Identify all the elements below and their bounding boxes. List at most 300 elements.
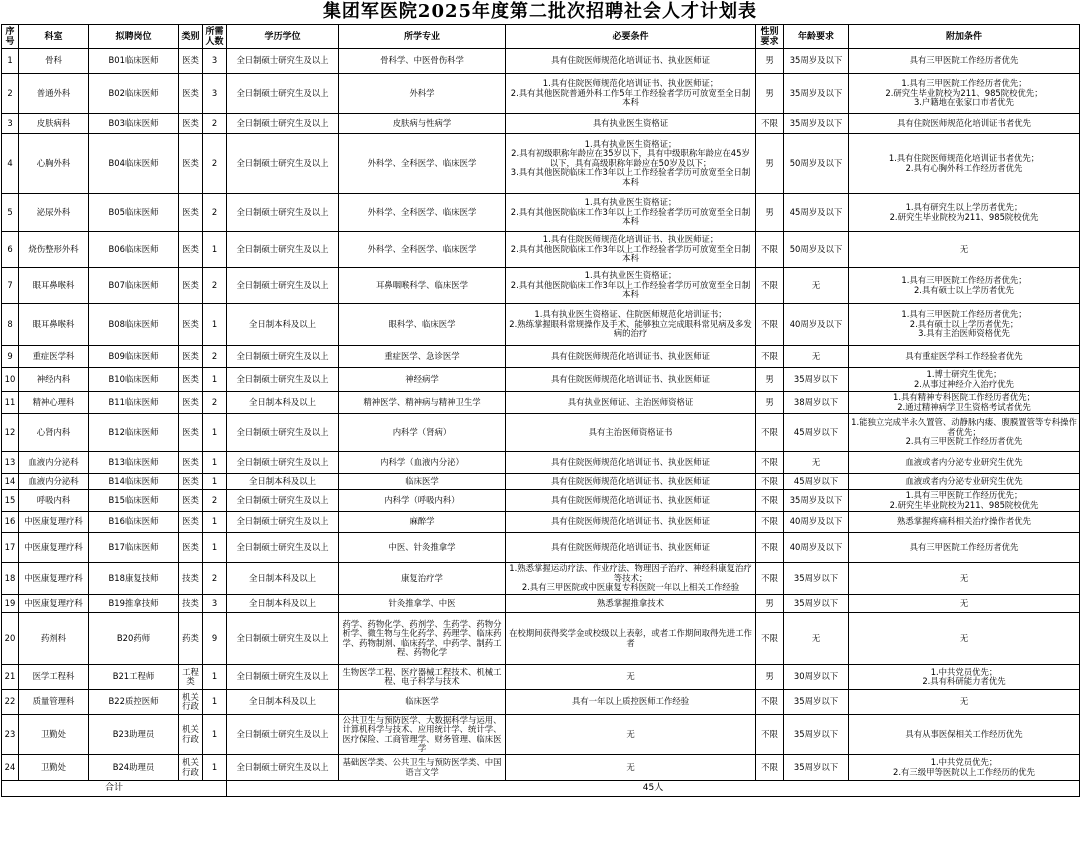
row-number: 22 bbox=[2, 690, 19, 715]
table-row bbox=[2, 114, 1080, 134]
gender: 不限 bbox=[756, 715, 784, 755]
gender: 不限 bbox=[756, 414, 784, 452]
gender: 不限 bbox=[756, 304, 784, 346]
additional-conditions: 无 bbox=[849, 613, 1080, 665]
row-number: 1 bbox=[2, 49, 19, 74]
requirements: 在校期间获得奖学金或校级以上表彰，或者工作期间取得先进工作者 bbox=[506, 613, 756, 665]
headcount: 1 bbox=[203, 474, 227, 490]
requirements: 具有执业医生资格证 bbox=[506, 114, 756, 134]
major: 生物医学工程、医疗器械工程技术、机械工程、电子科学与技术 bbox=[339, 665, 506, 690]
headcount: 2 bbox=[203, 490, 227, 512]
position: B03临床医师 bbox=[89, 114, 179, 134]
gender: 男 bbox=[756, 194, 784, 232]
headcount: 1 bbox=[203, 755, 227, 781]
department: 卫勤处 bbox=[19, 715, 89, 755]
gender: 不限 bbox=[756, 533, 784, 563]
row-number: 11 bbox=[2, 392, 19, 414]
headcount: 2 bbox=[203, 114, 227, 134]
major: 精神医学、精神病与精神卫生学 bbox=[339, 392, 506, 414]
row-number: 12 bbox=[2, 414, 19, 452]
major: 外科学 bbox=[339, 74, 506, 114]
additional-conditions: 血液或者内分泌专业研究生优先 bbox=[849, 474, 1080, 490]
category: 机关行政 bbox=[179, 690, 203, 715]
position: B08临床医师 bbox=[89, 304, 179, 346]
education: 全日制硕士研究生及以上 bbox=[227, 490, 339, 512]
age: 35周岁及以下 bbox=[784, 49, 849, 74]
headcount: 2 bbox=[203, 134, 227, 194]
category: 医类 bbox=[179, 452, 203, 474]
row-number: 20 bbox=[2, 613, 19, 665]
position: B19推拿技师 bbox=[89, 595, 179, 613]
position: B11临床医师 bbox=[89, 392, 179, 414]
category: 医类 bbox=[179, 304, 203, 346]
department: 骨科 bbox=[19, 49, 89, 74]
row-number: 3 bbox=[2, 114, 19, 134]
gender: 不限 bbox=[756, 755, 784, 781]
requirements: 1.熟悉掌握运动疗法、作业疗法、物理因子治疗、神经科康复治疗等技术； 2.具有三甲医院或中医康复专科医院一年以上相关工作经验 bbox=[506, 563, 756, 595]
age: 38周岁以下 bbox=[784, 392, 849, 414]
gender: 男 bbox=[756, 665, 784, 690]
additional-conditions: 具有三甲医院工作经历者优先 bbox=[849, 533, 1080, 563]
additional-conditions: 血液或者内分泌专业研究生优先 bbox=[849, 452, 1080, 474]
gender: 不限 bbox=[756, 452, 784, 474]
gender: 男 bbox=[756, 368, 784, 392]
headcount: 1 bbox=[203, 304, 227, 346]
additional-conditions: 1.具有三甲医院工作经历优先； 2.研究生毕业院校为211、985院校优先 bbox=[849, 490, 1080, 512]
table-row bbox=[2, 346, 1080, 368]
major: 外科学、全科医学、临床医学 bbox=[339, 194, 506, 232]
department: 卫勤处 bbox=[19, 755, 89, 781]
requirements: 具有住院医师规范化培训证书、执业医师证 bbox=[506, 490, 756, 512]
major: 内科学（血液内分泌） bbox=[339, 452, 506, 474]
position: B13临床医师 bbox=[89, 452, 179, 474]
position: B02临床医师 bbox=[89, 74, 179, 114]
headcount: 1 bbox=[203, 715, 227, 755]
position: B18康复技师 bbox=[89, 563, 179, 595]
major: 外科学、全科医学、临床医学 bbox=[339, 134, 506, 194]
row-number: 24 bbox=[2, 755, 19, 781]
row-number: 21 bbox=[2, 665, 19, 690]
education: 全日制硕士研究生及以上 bbox=[227, 346, 339, 368]
major: 中医、针灸推拿学 bbox=[339, 533, 506, 563]
position: B01临床医师 bbox=[89, 49, 179, 74]
table-row bbox=[2, 563, 1080, 595]
row-number: 23 bbox=[2, 715, 19, 755]
department: 重症医学科 bbox=[19, 346, 89, 368]
requirements: 无 bbox=[506, 665, 756, 690]
gender: 男 bbox=[756, 134, 784, 194]
header-cell: 拟聘岗位 bbox=[89, 25, 179, 49]
age: 35周岁以下 bbox=[784, 595, 849, 613]
requirements: 具有住院医师规范化培训证书、执业医师证 bbox=[506, 474, 756, 490]
major: 临床医学 bbox=[339, 690, 506, 715]
headcount: 2 bbox=[203, 563, 227, 595]
headcount: 3 bbox=[203, 595, 227, 613]
recruitment-table bbox=[1, 24, 1080, 797]
row-number: 4 bbox=[2, 134, 19, 194]
age: 45周岁以下 bbox=[784, 474, 849, 490]
major: 皮肤病与性病学 bbox=[339, 114, 506, 134]
additional-conditions: 1.具有三甲医院工作经历者优先； 2.具有硕士以上学历者优先 bbox=[849, 268, 1080, 304]
department: 中医康复理疗科 bbox=[19, 512, 89, 533]
category: 医类 bbox=[179, 512, 203, 533]
major: 临床医学 bbox=[339, 474, 506, 490]
education: 全日制硕士研究生及以上 bbox=[227, 194, 339, 232]
education: 全日制本科及以上 bbox=[227, 563, 339, 595]
requirements: 具有住院医师规范化培训证书、执业医师证 bbox=[506, 346, 756, 368]
row-number: 2 bbox=[2, 74, 19, 114]
headcount: 2 bbox=[203, 194, 227, 232]
education: 全日制硕士研究生及以上 bbox=[227, 755, 339, 781]
table-row bbox=[2, 304, 1080, 346]
education: 全日制硕士研究生及以上 bbox=[227, 49, 339, 74]
education: 全日制硕士研究生及以上 bbox=[227, 232, 339, 268]
education: 全日制硕士研究生及以上 bbox=[227, 134, 339, 194]
position: B12临床医师 bbox=[89, 414, 179, 452]
table-row bbox=[2, 194, 1080, 232]
headcount: 1 bbox=[203, 368, 227, 392]
row-number: 5 bbox=[2, 194, 19, 232]
age: 50周岁及以下 bbox=[784, 134, 849, 194]
major: 内科学（呼吸内科） bbox=[339, 490, 506, 512]
education: 全日制硕士研究生及以上 bbox=[227, 114, 339, 134]
row-number: 9 bbox=[2, 346, 19, 368]
total-label: 合计 bbox=[2, 781, 227, 797]
category: 医类 bbox=[179, 346, 203, 368]
additional-conditions: 具有从事医保相关工作经历优先 bbox=[849, 715, 1080, 755]
gender: 男 bbox=[756, 392, 784, 414]
position: B15临床医师 bbox=[89, 490, 179, 512]
education: 全日制本科及以上 bbox=[227, 304, 339, 346]
age: 35周岁以下 bbox=[784, 368, 849, 392]
gender: 不限 bbox=[756, 512, 784, 533]
headcount: 1 bbox=[203, 665, 227, 690]
additional-conditions: 1.中共党员优先； 2.有三级甲等医院以上工作经历的优先 bbox=[849, 755, 1080, 781]
department: 中医康复理疗科 bbox=[19, 563, 89, 595]
age: 50周岁及以下 bbox=[784, 232, 849, 268]
requirements: 具有住院医师规范化培训证书、执业医师证 bbox=[506, 368, 756, 392]
requirements: 1.具有执业医生资格证； 2.具有初级职称年龄应在35岁以下，具有中级职称年龄应在45岁以下，具有高级职称年龄应在50岁及以下； 3.具有其他医院临床工作3年以上工作经验者学历可放宽至全日制本科 bbox=[506, 134, 756, 194]
total-value: 45人 bbox=[227, 781, 1080, 797]
department: 药剂科 bbox=[19, 613, 89, 665]
header-cell: 性别要求 bbox=[756, 25, 784, 49]
major: 眼科学、临床医学 bbox=[339, 304, 506, 346]
education: 全日制硕士研究生及以上 bbox=[227, 414, 339, 452]
additional-conditions: 具有住院医师规范化培训证书者优先 bbox=[849, 114, 1080, 134]
category: 医类 bbox=[179, 490, 203, 512]
department: 医学工程科 bbox=[19, 665, 89, 690]
department: 中医康复理疗科 bbox=[19, 533, 89, 563]
additional-conditions: 具有重症医学科工作经验者优先 bbox=[849, 346, 1080, 368]
gender: 不限 bbox=[756, 563, 784, 595]
department: 泌尿外科 bbox=[19, 194, 89, 232]
education: 全日制硕士研究生及以上 bbox=[227, 268, 339, 304]
department: 呼吸内科 bbox=[19, 490, 89, 512]
headcount: 2 bbox=[203, 268, 227, 304]
position: B24助理员 bbox=[89, 755, 179, 781]
row-number: 8 bbox=[2, 304, 19, 346]
table-row bbox=[2, 690, 1080, 715]
header-cell: 学历学位 bbox=[227, 25, 339, 49]
additional-conditions: 熟悉掌握疼痛科相关治疗操作者优先 bbox=[849, 512, 1080, 533]
headcount: 1 bbox=[203, 533, 227, 563]
table-row bbox=[2, 134, 1080, 194]
age: 35周岁以下 bbox=[784, 690, 849, 715]
department: 眼耳鼻喉科 bbox=[19, 304, 89, 346]
header-cell: 类别 bbox=[179, 25, 203, 49]
gender: 不限 bbox=[756, 268, 784, 304]
headcount: 1 bbox=[203, 414, 227, 452]
gender: 不限 bbox=[756, 114, 784, 134]
table-row bbox=[2, 490, 1080, 512]
department: 精神心理科 bbox=[19, 392, 89, 414]
education: 全日制本科及以上 bbox=[227, 392, 339, 414]
category: 医类 bbox=[179, 114, 203, 134]
table-row bbox=[2, 268, 1080, 304]
row-number: 18 bbox=[2, 563, 19, 595]
requirements: 具有一年以上质控医师工作经验 bbox=[506, 690, 756, 715]
requirements: 具有住院医师规范化培训证书、执业医师证 bbox=[506, 49, 756, 74]
major: 麻醉学 bbox=[339, 512, 506, 533]
department: 眼耳鼻喉科 bbox=[19, 268, 89, 304]
headcount: 2 bbox=[203, 392, 227, 414]
additional-conditions: 无 bbox=[849, 563, 1080, 595]
department: 心肾内科 bbox=[19, 414, 89, 452]
additional-conditions: 1.具有住院医师规范化培训证书者优先； 2.具有心胸外科工作经历者优先 bbox=[849, 134, 1080, 194]
department: 中医康复理疗科 bbox=[19, 595, 89, 613]
category: 机关行政 bbox=[179, 755, 203, 781]
age: 无 bbox=[784, 346, 849, 368]
category: 技类 bbox=[179, 563, 203, 595]
category: 医类 bbox=[179, 232, 203, 268]
education: 全日制硕士研究生及以上 bbox=[227, 368, 339, 392]
row-number: 14 bbox=[2, 474, 19, 490]
major: 骨科学、中医骨伤科学 bbox=[339, 49, 506, 74]
major: 基础医学类、公共卫生与预防医学类、中国语言文学 bbox=[339, 755, 506, 781]
gender: 不限 bbox=[756, 232, 784, 268]
requirements: 熟悉掌握推拿技术 bbox=[506, 595, 756, 613]
age: 45周岁以下 bbox=[784, 414, 849, 452]
major: 针灸推拿学、中医 bbox=[339, 595, 506, 613]
age: 35周岁及以下 bbox=[784, 114, 849, 134]
headcount: 1 bbox=[203, 452, 227, 474]
total-row bbox=[2, 781, 1080, 797]
category: 医类 bbox=[179, 49, 203, 74]
position: B17临床医师 bbox=[89, 533, 179, 563]
gender: 不限 bbox=[756, 346, 784, 368]
category: 医类 bbox=[179, 533, 203, 563]
major: 耳鼻咽喉科学、临床医学 bbox=[339, 268, 506, 304]
position: B20药师 bbox=[89, 613, 179, 665]
header-cell: 所需人数 bbox=[203, 25, 227, 49]
page-title: 集团军医院2025年度第二批次招聘社会人才计划表 bbox=[322, 1, 758, 22]
additional-conditions: 1.能独立完成半永久置管、动静脉内瘘、腹膜置管等专科操作者优先； 2.具有三甲医院工作经历者优先 bbox=[849, 414, 1080, 452]
header-cell: 年龄要求 bbox=[784, 25, 849, 49]
age: 35周岁及以下 bbox=[784, 74, 849, 114]
headcount: 3 bbox=[203, 74, 227, 114]
category: 医类 bbox=[179, 74, 203, 114]
education: 全日制硕士研究生及以上 bbox=[227, 512, 339, 533]
gender: 男 bbox=[756, 49, 784, 74]
age: 40周岁及以下 bbox=[784, 304, 849, 346]
additional-conditions: 1.具有精神专科医院工作经历者优先； 2.通过精神病学卫生资格考试者优先 bbox=[849, 392, 1080, 414]
position: B06临床医师 bbox=[89, 232, 179, 268]
requirements: 具有执业医师证、主治医师资格证 bbox=[506, 392, 756, 414]
table-row bbox=[2, 74, 1080, 114]
category: 医类 bbox=[179, 194, 203, 232]
education: 全日制本科及以上 bbox=[227, 690, 339, 715]
department: 质量管理科 bbox=[19, 690, 89, 715]
table-row bbox=[2, 368, 1080, 392]
header-cell: 所学专业 bbox=[339, 25, 506, 49]
table-row bbox=[2, 613, 1080, 665]
department: 心胸外科 bbox=[19, 134, 89, 194]
major: 康复治疗学 bbox=[339, 563, 506, 595]
requirements: 1.具有执业医生资格证； 2.具有其他医院临床工作3年以上工作经验者学历可放宽至全日制本科 bbox=[506, 268, 756, 304]
department: 血液内分泌科 bbox=[19, 474, 89, 490]
headcount: 1 bbox=[203, 512, 227, 533]
table-row bbox=[2, 474, 1080, 490]
category: 医类 bbox=[179, 392, 203, 414]
requirements: 具有住院医师规范化培训证书、执业医师证 bbox=[506, 512, 756, 533]
row-number: 6 bbox=[2, 232, 19, 268]
education: 全日制硕士研究生及以上 bbox=[227, 74, 339, 114]
position: B04临床医师 bbox=[89, 134, 179, 194]
education: 全日制本科及以上 bbox=[227, 474, 339, 490]
department: 神经内科 bbox=[19, 368, 89, 392]
position: B16临床医师 bbox=[89, 512, 179, 533]
gender: 不限 bbox=[756, 690, 784, 715]
row-number: 13 bbox=[2, 452, 19, 474]
department: 皮肤病科 bbox=[19, 114, 89, 134]
category: 医类 bbox=[179, 368, 203, 392]
additional-conditions: 1.中共党员优先； 2.具有科研能力者优先 bbox=[849, 665, 1080, 690]
additional-conditions: 1.具有三甲医院工作经历者优先； 2.研究生毕业院校为211、985院校优先； 3.户籍地在张家口市者优先 bbox=[849, 74, 1080, 114]
category: 工程类 bbox=[179, 665, 203, 690]
gender: 不限 bbox=[756, 474, 784, 490]
category: 机关行政 bbox=[179, 715, 203, 755]
table-row bbox=[2, 533, 1080, 563]
education: 全日制硕士研究生及以上 bbox=[227, 613, 339, 665]
additional-conditions: 1.具有研究生以上学历者优先； 2.研究生毕业院校为211、985院校优先 bbox=[849, 194, 1080, 232]
department: 血液内分泌科 bbox=[19, 452, 89, 474]
requirements: 无 bbox=[506, 715, 756, 755]
requirements: 具有主治医师资格证书 bbox=[506, 414, 756, 452]
requirements: 无 bbox=[506, 755, 756, 781]
position: B09临床医师 bbox=[89, 346, 179, 368]
education: 全日制本科及以上 bbox=[227, 595, 339, 613]
row-number: 19 bbox=[2, 595, 19, 613]
headcount: 9 bbox=[203, 613, 227, 665]
category: 医类 bbox=[179, 134, 203, 194]
category: 药类 bbox=[179, 613, 203, 665]
education: 全日制硕士研究生及以上 bbox=[227, 715, 339, 755]
age: 40周岁及以下 bbox=[784, 533, 849, 563]
headcount: 1 bbox=[203, 690, 227, 715]
major: 公共卫生与预防医学、大数据科学与运用、计算机科学与技术、应用统计学、统计学、医疗保险、工商管理学、财务管理、临床医学 bbox=[339, 715, 506, 755]
age: 45周岁及以下 bbox=[784, 194, 849, 232]
table-row bbox=[2, 595, 1080, 613]
major: 外科学、全科医学、临床医学 bbox=[339, 232, 506, 268]
requirements: 1.具有住院医师规范化培训证书、执业医师证； 2.具有其他医院普通外科工作5年工作经验者学历可放宽至全日制本科 bbox=[506, 74, 756, 114]
table-row bbox=[2, 755, 1080, 781]
additional-conditions: 无 bbox=[849, 595, 1080, 613]
requirements: 1.具有执业医生资格证； 2.具有其他医院临床工作3年以上工作经验者学历可放宽至全日制本科 bbox=[506, 194, 756, 232]
age: 35周岁以下 bbox=[784, 755, 849, 781]
age: 无 bbox=[784, 268, 849, 304]
gender: 男 bbox=[756, 74, 784, 114]
major: 神经病学 bbox=[339, 368, 506, 392]
age: 40周岁及以下 bbox=[784, 512, 849, 533]
additional-conditions: 无 bbox=[849, 232, 1080, 268]
requirements: 1.具有执业医生资格证、住院医师规范化培训证书； 2.熟练掌握眼科常规操作及手术、能够独立完成眼科常见病及多发病的治疗 bbox=[506, 304, 756, 346]
gender: 男 bbox=[756, 595, 784, 613]
headcount: 1 bbox=[203, 232, 227, 268]
position: B05临床医师 bbox=[89, 194, 179, 232]
education: 全日制硕士研究生及以上 bbox=[227, 665, 339, 690]
age: 无 bbox=[784, 452, 849, 474]
header-row bbox=[2, 25, 1080, 49]
category: 医类 bbox=[179, 414, 203, 452]
major: 内科学（肾病） bbox=[339, 414, 506, 452]
education: 全日制硕士研究生及以上 bbox=[227, 533, 339, 563]
requirements: 具有住院医师规范化培训证书、执业医师证 bbox=[506, 452, 756, 474]
category: 技类 bbox=[179, 595, 203, 613]
header-cell: 必要条件 bbox=[506, 25, 756, 49]
department: 烧伤整形外科 bbox=[19, 232, 89, 268]
requirements: 1.具有住院医师规范化培训证书、执业医师证； 2.具有其他医院临床工作3年以上工作经验者学历可放宽至全日制本科 bbox=[506, 232, 756, 268]
row-number: 10 bbox=[2, 368, 19, 392]
age: 35周岁以下 bbox=[784, 563, 849, 595]
major: 药学、药物化学、药剂学、生药学、药物分析学、微生物与生化药学、药理学、临床药学、药物制剂、临床药学、中药学、制药工程、药物化学 bbox=[339, 613, 506, 665]
additional-conditions: 无 bbox=[849, 690, 1080, 715]
table-row bbox=[2, 715, 1080, 755]
row-number: 16 bbox=[2, 512, 19, 533]
position: B14临床医师 bbox=[89, 474, 179, 490]
row-number: 15 bbox=[2, 490, 19, 512]
position: B07临床医师 bbox=[89, 268, 179, 304]
header-cell: 附加条件 bbox=[849, 25, 1080, 49]
position: B23助理员 bbox=[89, 715, 179, 755]
header-cell: 序号 bbox=[2, 25, 19, 49]
table-row bbox=[2, 392, 1080, 414]
position: B10临床医师 bbox=[89, 368, 179, 392]
position: B21工程师 bbox=[89, 665, 179, 690]
age: 35周岁以下 bbox=[784, 715, 849, 755]
table-row bbox=[2, 414, 1080, 452]
table-row bbox=[2, 49, 1080, 74]
position: B22质控医师 bbox=[89, 690, 179, 715]
table-row bbox=[2, 232, 1080, 268]
age: 无 bbox=[784, 613, 849, 665]
requirements: 具有住院医师规范化培训证书、执业医师证 bbox=[506, 533, 756, 563]
age: 30周岁以下 bbox=[784, 665, 849, 690]
header-cell: 科室 bbox=[19, 25, 89, 49]
category: 医类 bbox=[179, 268, 203, 304]
department: 普通外科 bbox=[19, 74, 89, 114]
gender: 不限 bbox=[756, 613, 784, 665]
additional-conditions: 具有三甲医院工作经历者优先 bbox=[849, 49, 1080, 74]
table-row bbox=[2, 512, 1080, 533]
education: 全日制硕士研究生及以上 bbox=[227, 452, 339, 474]
headcount: 3 bbox=[203, 49, 227, 74]
headcount: 2 bbox=[203, 346, 227, 368]
age: 35周岁及以下 bbox=[784, 490, 849, 512]
table-row bbox=[2, 452, 1080, 474]
gender: 不限 bbox=[756, 490, 784, 512]
additional-conditions: 1.博士研究生优先； 2.从事过神经介入治疗优先 bbox=[849, 368, 1080, 392]
row-number: 7 bbox=[2, 268, 19, 304]
